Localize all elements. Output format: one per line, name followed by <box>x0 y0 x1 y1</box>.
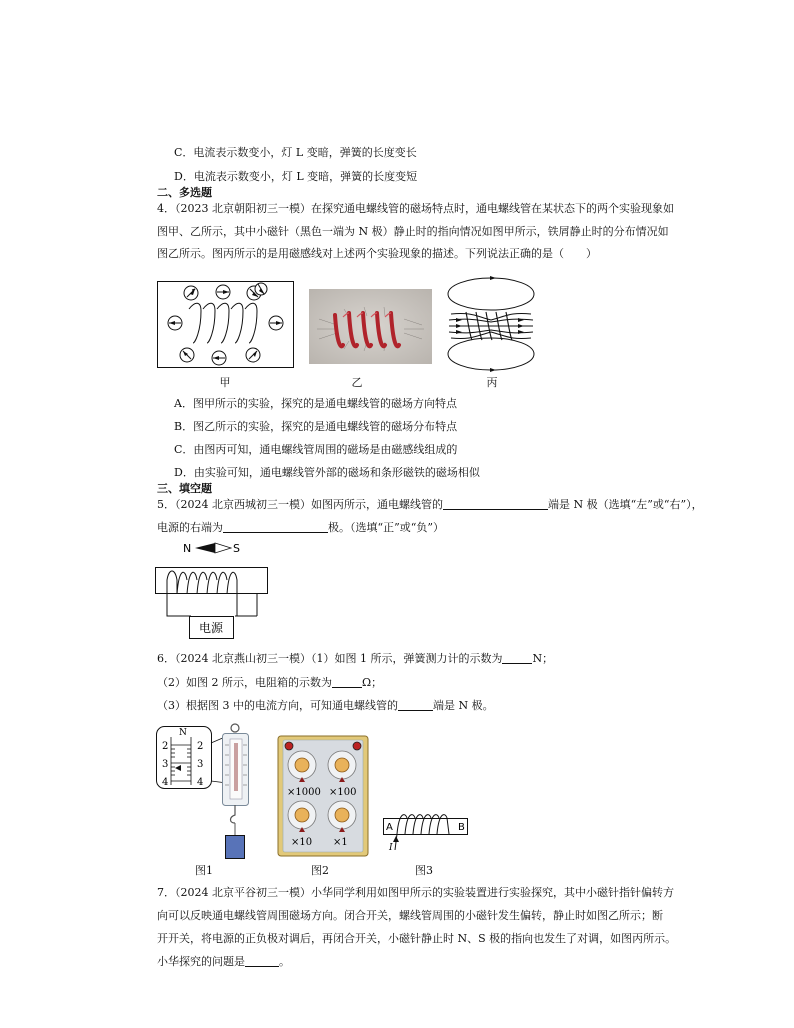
option-d-prev: D．电流表示数变小，灯 L 变暗，弹簧的长度变短 <box>174 170 418 183</box>
q5-text-1a: 5．（2024 北京西城初三一模）如图丙所示，通电螺线管的 <box>157 498 443 511</box>
q5-text-2a: 电源的右端为 <box>157 521 223 534</box>
q5-figure <box>155 540 271 642</box>
q7-blank[interactable] <box>245 955 279 967</box>
q6-blank-2[interactable] <box>332 676 362 688</box>
fig1-tick-2-left: 2 <box>162 741 169 752</box>
q4-option-a: A．图甲所示的实验，探究的是通电螺线管的磁场方向特点 <box>174 397 457 410</box>
fig1-tick-2-right: 2 <box>197 741 204 752</box>
q5-power-label: 电源 <box>199 621 224 635</box>
q4-line-1: 4．（2023 北京朝阳初三一模）在探究通电螺线管的磁场特点时，通电螺线管在某状态下的两个实验现象如 <box>157 202 674 215</box>
q7-line-1: 7．（2024 北京平谷初三一模）小华同学利用如图甲所示的实验装置进行实验探究，其中小磁针指针偏转方 <box>157 886 674 899</box>
figure-jia <box>157 281 294 368</box>
q6-caption-2: 图2 <box>311 864 329 877</box>
fig3-label-i: I <box>389 843 393 853</box>
caption-yi: 乙 <box>351 376 363 389</box>
q4-line-2: 图甲、乙所示，其中小磁针（黑色一端为 N 极）静止时的指向情况如图甲所示，铁屑静止时的分布情况如 <box>157 225 669 238</box>
q4-option-c: C．由图丙可知，通电螺线管周围的磁场是由磁感线组成的 <box>174 443 458 456</box>
fig1-tick-4-left: 4 <box>162 777 169 788</box>
fig3-label-a: A <box>386 822 393 833</box>
q5-label-s: S <box>233 542 240 555</box>
q6-text-3a: （3）根据图 3 中的电流方向，可知通电螺线管的 <box>157 699 398 712</box>
q6-text-3b: 端是 N 极。 <box>433 699 494 712</box>
figure-bing <box>446 276 536 372</box>
q6-line-2 <box>157 675 382 691</box>
q4-line-3: 图乙所示。图丙所示的是用磁感线对上述两个实验现象的描述。下列说法正确的是（ ） <box>157 247 597 260</box>
q7-line-3: 开开关，将电源的正负极对调后，再闭合开关，小磁针静止时 N、S 极的指向也发生了对调，如图丙所示。 <box>157 932 677 945</box>
fig1-tick-3-right: 3 <box>197 759 204 770</box>
fig2-mult-10: ×10 <box>291 837 313 848</box>
q6-text-1b: N； <box>532 652 554 665</box>
section-title-fill: 三、填空题 <box>157 482 212 495</box>
q6-blank-1[interactable] <box>502 652 532 664</box>
q5-line-2 <box>157 520 444 536</box>
q5-text-1b: 端是 N 极（选填“左”或“右”）， <box>548 498 703 511</box>
q6-caption-1: 图1 <box>195 864 213 877</box>
q5-blank-2[interactable] <box>223 521 328 533</box>
q6-text-2a: （2）如图 2 所示，电阻箱的示数为 <box>157 676 332 689</box>
q4-option-b: B．图乙所示的实验，探究的是通电螺线管的磁场分布特点 <box>174 420 458 433</box>
q4-option-d: D．由实验可知，通电螺线管外部的磁场和条形磁铁的磁场相似 <box>174 466 480 479</box>
q5-blank-1[interactable] <box>443 498 548 510</box>
q7-line-4 <box>157 954 290 970</box>
q6-text-2b: Ω； <box>362 676 383 689</box>
q6-line-1 <box>157 651 553 667</box>
q5-line-1 <box>157 497 703 513</box>
section-title-multi: 二、多选题 <box>157 186 212 199</box>
q7-text-4a: 小华探究的问题是 <box>157 955 245 968</box>
q7-text-4b: 。 <box>279 955 290 968</box>
fig1-tick-3-left: 3 <box>162 759 169 770</box>
fig2-mult-100: ×100 <box>329 787 357 798</box>
q6-figure-1 <box>155 723 255 861</box>
caption-jia: 甲 <box>219 376 231 389</box>
q6-figure-3 <box>383 806 471 854</box>
fig1-tick-4-right: 4 <box>197 777 204 788</box>
figure-yi <box>309 289 432 364</box>
q5-text-2b: 极。（选填“正”或“负”） <box>328 521 444 534</box>
q7-line-2: 向可以反映通电螺线管周围磁场方向。闭合开关，螺线管周围的小磁针发生偏转，静止时如图乙所示；断 <box>157 909 663 922</box>
fig3-label-b: B <box>458 822 465 833</box>
q6-figure-2 <box>277 735 369 857</box>
q6-caption-3: 图3 <box>415 864 433 877</box>
fig2-mult-1000: ×1000 <box>287 787 321 798</box>
option-c-prev: C．电流表示数变小，灯 L 变暗，弹簧的长度变长 <box>174 146 417 159</box>
q6-blank-3[interactable] <box>398 699 433 711</box>
caption-bing: 丙 <box>486 376 498 389</box>
q5-label-n: N <box>183 542 192 555</box>
fig1-n-label: N <box>179 728 187 738</box>
q6-line-3 <box>157 698 494 714</box>
fig2-mult-1: ×1 <box>333 837 348 848</box>
q6-text-1a: 6．（2024 北京燕山初三一模）（1）如图 1 所示，弹簧测力计的示数为 <box>157 652 503 665</box>
